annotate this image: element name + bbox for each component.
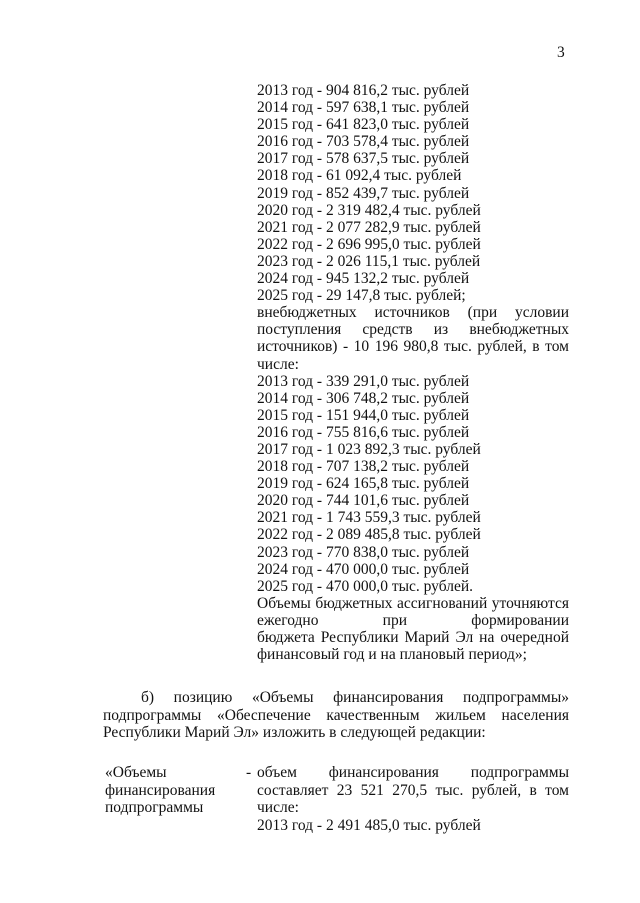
extrabudget-intro-line: источников) - 10 196 980,8 тыс. рублей, в том <box>257 338 569 356</box>
assignments-note-line: Объемы бюджетных ассигнований уточняются <box>257 594 569 612</box>
list-item: 2015 год - 151 944,0 тыс. рублей <box>257 406 470 424</box>
list-item: 2015 год - 641 823,0 тыс. рублей <box>257 116 470 134</box>
paragraph-b-line: подпрограммы «Обеспечение качественным жильем населения <box>103 706 569 724</box>
list-item: 2013 год - 339 291,0 тыс. рублей <box>257 372 470 390</box>
list-item: 2017 год - 578 637,5 тыс. рублей <box>257 150 470 168</box>
paragraph-b-line: Республики Марий Эл» изложить в следующей редакции: <box>103 724 486 741</box>
list-item: 2014 год - 306 748,2 тыс. рублей <box>257 389 470 407</box>
table-content-line: 2013 год - 2 491 485,0 тыс. рублей <box>257 816 481 834</box>
table-content-line: числе: <box>257 799 299 816</box>
list-item: 2017 год - 1 023 892,3 тыс. рублей <box>257 440 481 458</box>
assignments-note-line: бюджета Республики Марий Эл на очередной <box>257 629 569 646</box>
table-content-cell <box>257 764 569 834</box>
list-item: 2019 год - 624 165,8 тыс. рублей <box>257 475 470 493</box>
list-item: 2023 год - 2 026 115,1 тыс. рублей <box>257 252 481 270</box>
assignments-note-line: финансовый год и на плановый период»; <box>257 646 527 664</box>
list-item: 2014 год - 597 638,1 тыс. рублей <box>257 99 470 117</box>
list-item: 2020 год - 2 319 482,4 тыс. рублей <box>257 201 481 219</box>
list-item: 2018 год - 61 092,4 тыс. рублей <box>257 167 462 185</box>
table-label-cell <box>105 764 245 817</box>
list-item: 2024 год - 945 132,2 тыс. рублей <box>257 270 470 288</box>
budget-by-year-list <box>257 82 569 663</box>
extrabudget-intro-line: числе: <box>257 355 299 373</box>
paragraph-b-line: б) позицию «Объемы финансирования подпрограммы» <box>141 689 569 706</box>
list-item: 2025 год - 470 000,0 тыс. рублей. <box>257 577 474 595</box>
assignments-note-line: ежегодно при формировании <box>257 611 569 629</box>
page-number: 3 <box>557 44 565 61</box>
table-label-line: «Объемы <box>105 764 167 781</box>
list-item: 2018 год - 707 138,2 тыс. рублей <box>257 458 470 476</box>
table-label-line: подпрограммы <box>105 799 204 816</box>
list-item: 2021 год - 1 743 559,3 тыс. рублей <box>257 509 481 527</box>
list-item: 2025 год - 29 147,8 тыс. рублей; <box>257 287 466 305</box>
list-item: 2021 год - 2 077 282,9 тыс. рублей <box>257 218 481 236</box>
list-item: 2016 год - 755 816,6 тыс. рублей <box>257 423 470 441</box>
table-content-line: составляет 23 521 270,5 тыс. рублей, в том <box>257 781 569 799</box>
table-dash: - <box>246 764 252 781</box>
list-item: 2023 год - 770 838,0 тыс. рублей <box>257 543 470 561</box>
list-item: 2019 год - 852 439,7 тыс. рублей <box>257 184 470 202</box>
list-item: 2020 год - 744 101,6 тыс. рублей <box>257 492 470 510</box>
list-item: 2024 год - 470 000,0 тыс. рублей <box>257 560 470 578</box>
table-label-line: финансирования <box>105 781 216 799</box>
list-item: 2022 год - 2 696 995,0 тыс. рублей <box>257 235 481 253</box>
list-item: 2016 год - 703 578,4 тыс. рублей <box>257 133 470 151</box>
paragraph-b <box>103 689 569 742</box>
list-item: 2022 год - 2 089 485,8 тыс. рублей <box>257 526 481 544</box>
extrabudget-intro-line: поступления средств из внебюджетных <box>257 321 569 339</box>
list-item: 2013 год - 904 816,2 тыс. рублей <box>257 82 470 99</box>
extrabudget-intro-line: внебюджетных источников (при условии <box>257 304 569 322</box>
table-content-line: объем финансирования подпрограммы <box>257 764 569 781</box>
